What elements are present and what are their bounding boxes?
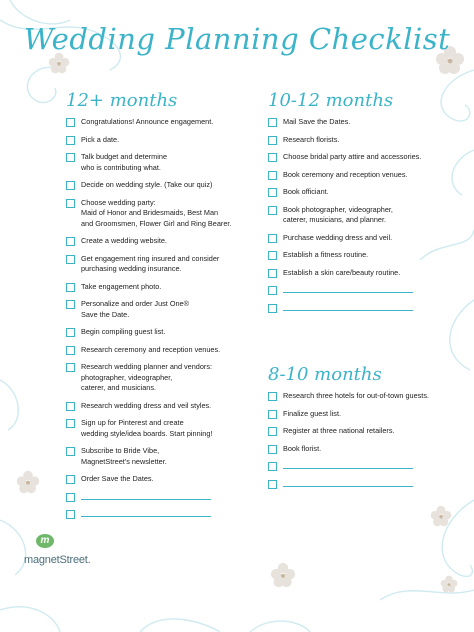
checkbox[interactable] xyxy=(268,153,277,162)
checkbox[interactable] xyxy=(268,427,277,436)
item-label: Establish a skin care/beauty routine. xyxy=(283,267,401,277)
checklist-item xyxy=(268,205,463,226)
item-label: Book ceremony and reception venues. xyxy=(283,169,408,179)
blank-checklist-item xyxy=(268,479,463,490)
item-label: Finalize guest list. xyxy=(283,408,341,418)
checklist-12-months xyxy=(66,117,266,527)
item-label: Congratulations! Announce engagement. xyxy=(81,117,214,126)
checklist-item xyxy=(66,446,266,467)
checkbox[interactable] xyxy=(66,328,75,337)
checkbox[interactable] xyxy=(268,304,277,313)
checkbox[interactable] xyxy=(268,286,277,295)
checklist-item xyxy=(268,391,463,402)
checklist-item xyxy=(268,444,463,455)
checklist-item xyxy=(66,198,266,230)
flower-decoration xyxy=(430,505,452,527)
checklist-item xyxy=(66,117,266,128)
item-label: Get engagement ring insured and consider purchasing wedding insurance. xyxy=(81,253,220,273)
checkbox[interactable] xyxy=(66,255,75,264)
checkbox[interactable] xyxy=(66,363,75,372)
item-label: Create a wedding website. xyxy=(81,236,167,245)
checklist-item xyxy=(268,187,463,198)
checklist-item xyxy=(66,236,266,247)
item-label: Choose bridal party attire and accessories. xyxy=(283,152,422,161)
checklist-item xyxy=(268,135,463,146)
item-label: Book photographer, videographer, caterer, musicians, and planner. xyxy=(283,204,393,224)
item-label: Research wedding dress and veil styles. xyxy=(81,400,212,410)
checklist-item xyxy=(66,180,266,191)
checklist-item xyxy=(268,233,463,244)
item-label: Book florist. xyxy=(283,443,322,453)
blank-write-in-line[interactable] xyxy=(81,509,211,517)
blank-write-in-line[interactable] xyxy=(81,492,211,500)
blank-checklist-item xyxy=(268,461,463,472)
checklist-item xyxy=(66,327,266,338)
checklist-item xyxy=(268,250,463,261)
checkbox[interactable] xyxy=(66,181,75,190)
item-label: Pick a date. xyxy=(81,134,120,144)
checklist-item xyxy=(268,152,463,163)
checkbox[interactable] xyxy=(66,300,75,309)
item-label: Subscribe to Bride Vibe, MagnetStreet's newsletter. xyxy=(81,446,167,466)
checkbox[interactable] xyxy=(66,346,75,355)
item-label: Establish a fitness routine. xyxy=(283,250,369,259)
blank-write-in-line[interactable] xyxy=(283,285,413,293)
item-label: Research three hotels for out-of-town guests. xyxy=(283,391,430,400)
blank-checklist-item xyxy=(268,303,463,314)
checklist-item xyxy=(66,401,266,412)
checklist-item xyxy=(66,282,266,293)
item-label: Decide on wedding style. (Take our quiz) xyxy=(81,180,213,189)
checkbox[interactable] xyxy=(268,480,277,489)
item-label: Research wedding planner and vendors: photographer, videographer, caterer, and musicians. xyxy=(81,362,213,392)
flower-decoration xyxy=(16,470,40,494)
page-title: Wedding Planning Checklist xyxy=(23,22,451,56)
checkbox[interactable] xyxy=(66,199,75,208)
checkbox[interactable] xyxy=(66,475,75,484)
checklist-item xyxy=(268,117,463,128)
section-heading-10-12-months: 10-12 months xyxy=(268,90,394,111)
checkbox[interactable] xyxy=(268,462,277,471)
checkbox[interactable] xyxy=(66,419,75,428)
checkbox[interactable] xyxy=(66,447,75,456)
checklist-8-10-months xyxy=(268,391,463,496)
item-label: Purchase wedding dress and veil. xyxy=(283,232,393,242)
checkbox[interactable] xyxy=(268,136,277,145)
item-label: Research ceremony and reception venues. xyxy=(81,344,221,354)
checklist-item xyxy=(66,418,266,439)
checklist-item xyxy=(66,135,266,146)
checkbox[interactable] xyxy=(268,234,277,243)
item-label: Personalize and order Just One® Save the Date. xyxy=(81,299,189,319)
checkbox[interactable] xyxy=(268,410,277,419)
item-label: Choose wedding party: Maid of Honor and Bridesmaids, Best Man and Groomsmen, Flower Girl and Ring Bearer. xyxy=(81,197,232,228)
item-label: Talk budget and determine who is contributing what. xyxy=(81,152,167,172)
item-label: Sign up for Pinterest and create wedding style/idea boards. Start pinning! xyxy=(81,418,213,438)
checklist-item xyxy=(268,409,463,420)
blank-write-in-line[interactable] xyxy=(283,479,413,487)
checkbox[interactable] xyxy=(66,283,75,292)
checkbox[interactable] xyxy=(66,153,75,162)
item-label: Research florists. xyxy=(283,134,340,144)
checkbox[interactable] xyxy=(66,510,75,519)
magnetstreet-logo xyxy=(24,535,91,568)
checklist-item xyxy=(66,254,266,275)
checkbox[interactable] xyxy=(66,118,75,127)
item-label: Register at three national retailers. xyxy=(283,426,395,435)
checkbox[interactable] xyxy=(268,171,277,180)
checklist-item xyxy=(268,426,463,437)
checkbox[interactable] xyxy=(268,118,277,127)
item-label: Mail Save the Dates. xyxy=(283,117,351,126)
magnetstreet-logo-text: magnetStreet. xyxy=(24,554,91,566)
item-label: Order Save the Dates. xyxy=(81,474,154,483)
magnetstreet-logo-mark: m xyxy=(36,534,54,548)
checklist-item xyxy=(66,299,266,320)
section-heading-8-10-months: 8-10 months xyxy=(268,364,382,385)
checkbox[interactable] xyxy=(268,251,277,260)
checkbox[interactable] xyxy=(66,493,75,502)
item-label: Book officiant. xyxy=(283,187,329,196)
blank-checklist-item xyxy=(268,285,463,296)
checkbox[interactable] xyxy=(268,269,277,278)
blank-write-in-line[interactable] xyxy=(283,461,413,469)
blank-checklist-item xyxy=(66,509,266,520)
checklist-10-12-months xyxy=(268,117,463,320)
checklist-item xyxy=(66,474,266,485)
checklist-item xyxy=(66,152,266,173)
blank-write-in-line[interactable] xyxy=(283,303,413,311)
checkbox[interactable] xyxy=(268,392,277,401)
checklist-item xyxy=(66,345,266,356)
checklist-item xyxy=(268,268,463,279)
checkbox[interactable] xyxy=(66,237,75,246)
checklist-item xyxy=(268,170,463,181)
flower-decoration xyxy=(440,575,458,593)
checkbox[interactable] xyxy=(66,402,75,411)
section-heading-12-months: 12+ months xyxy=(66,90,178,111)
item-label: Take engagement photo. xyxy=(81,281,162,291)
checkbox[interactable] xyxy=(66,136,75,145)
checklist-item xyxy=(66,362,266,394)
checkbox[interactable] xyxy=(268,206,277,215)
checkbox[interactable] xyxy=(268,445,277,454)
checkbox[interactable] xyxy=(268,188,277,197)
blank-checklist-item xyxy=(66,492,266,503)
item-label: Begin compiling guest list. xyxy=(81,327,166,336)
flower-decoration xyxy=(270,562,296,588)
